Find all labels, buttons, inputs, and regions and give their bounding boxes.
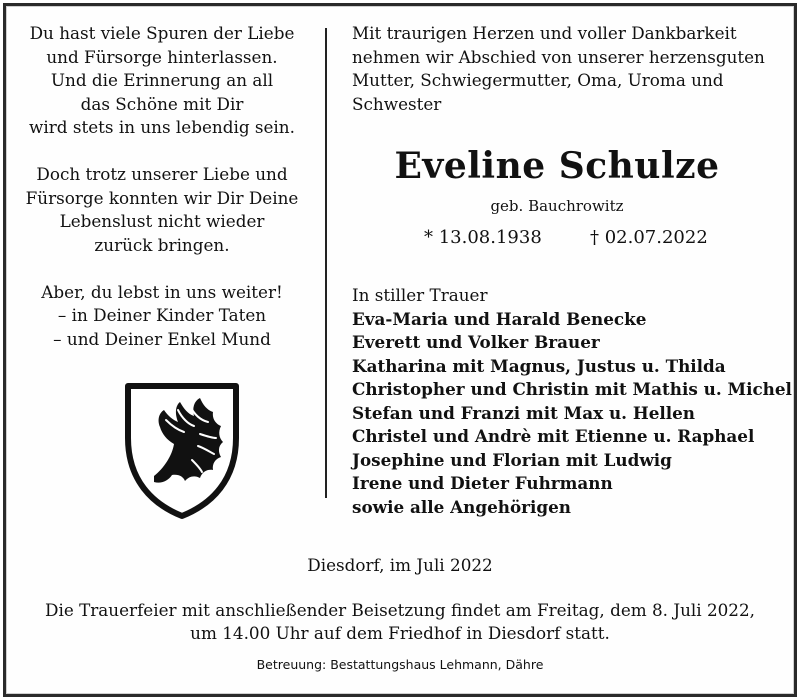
funeral-service-info (6, 599, 794, 645)
maiden-name: geb. Bauchrowitz (490, 197, 624, 215)
coat-of-arms-eagle-wing-icon (120, 380, 244, 520)
service-line: um 14.00 Uhr auf dem Friedhof in Diesdorf statt. (190, 623, 610, 643)
mourner-entry: Stefan und Franzi mit Max u. Hellen (352, 402, 696, 423)
deceased-name: Eveline Schulze (394, 145, 720, 187)
intro-text (352, 22, 782, 116)
death-date: † 02.07.2022 (590, 227, 708, 248)
poem-line: Du hast viele Spuren der Liebe (29, 23, 295, 43)
mourner-entry: Irene und Dieter Fuhrmann (352, 473, 613, 493)
intro-line: Schwester (352, 93, 442, 114)
intro-line: nehmen wir Abschied von unserer herzensguten (352, 46, 765, 67)
birth-date: * 13.08.1938 (424, 227, 542, 248)
mourner-entry: Christel und Andrè mit Etienne u. Raphael (352, 426, 755, 446)
service-line: Die Trauerfeier mit anschließender Beisetzung findet am Freitag, dem 8. Juli 2022, (45, 600, 755, 620)
poem-line: und Fürsorge hinterlassen. (46, 46, 278, 67)
mourner-entry: Eva-Maria und Harald Benecke (352, 308, 647, 329)
poem-line: Aber, du lebst in uns weiter! (41, 281, 283, 302)
poem-line: Lebenslust nicht wieder (59, 211, 265, 231)
mourners-list (352, 284, 792, 519)
poem-line: zurück bringen. (94, 234, 230, 255)
poem-line: Und die Erinnerung an all (50, 70, 274, 90)
funeral-home-credit: Betreuung: Bestattungshaus Lehmann, Dähre (256, 657, 544, 672)
poem-line: wird stets in uns lebendig sein. (29, 117, 295, 137)
mourner-entry: sowie alle Angehörigen (352, 496, 571, 517)
announcement-column (352, 22, 792, 517)
poem-line: Fürsorge konnten wir Dir Deine (25, 187, 299, 208)
mourner-entry: Katharina mit Magnus, Justus u. Thilda (352, 355, 726, 376)
mourners-heading: In stiller Trauer (352, 285, 488, 305)
poem-line: das Schöne mit Dir (80, 93, 244, 114)
intro-line: Mit traurigen Herzen und voller Dankbarkeit (352, 23, 737, 43)
poem-line: – und Deiner Enkel Mund (53, 328, 271, 349)
place-and-date: Diesdorf, im Juli 2022 (307, 555, 493, 575)
poem-stanza-1 (20, 22, 304, 140)
obituary-notice (3, 3, 797, 697)
mourner-entry: Josephine und Florian mit Ludwig (352, 449, 672, 470)
mourner-entry: Christopher und Christin mit Mathis u. Michel (352, 379, 792, 399)
poem-line: Doch trotz unserer Liebe und (36, 164, 288, 184)
intro-line: Mutter, Schwiegermutter, Oma, Uroma und (352, 70, 724, 90)
mourner-entry: Everett und Volker Brauer (352, 332, 600, 352)
poem-stanza-2 (20, 163, 304, 257)
poem-line: – in Deiner Kinder Taten (57, 305, 267, 325)
memorial-poem (20, 22, 304, 375)
column-divider (325, 28, 327, 498)
poem-stanza-3 (20, 281, 304, 352)
